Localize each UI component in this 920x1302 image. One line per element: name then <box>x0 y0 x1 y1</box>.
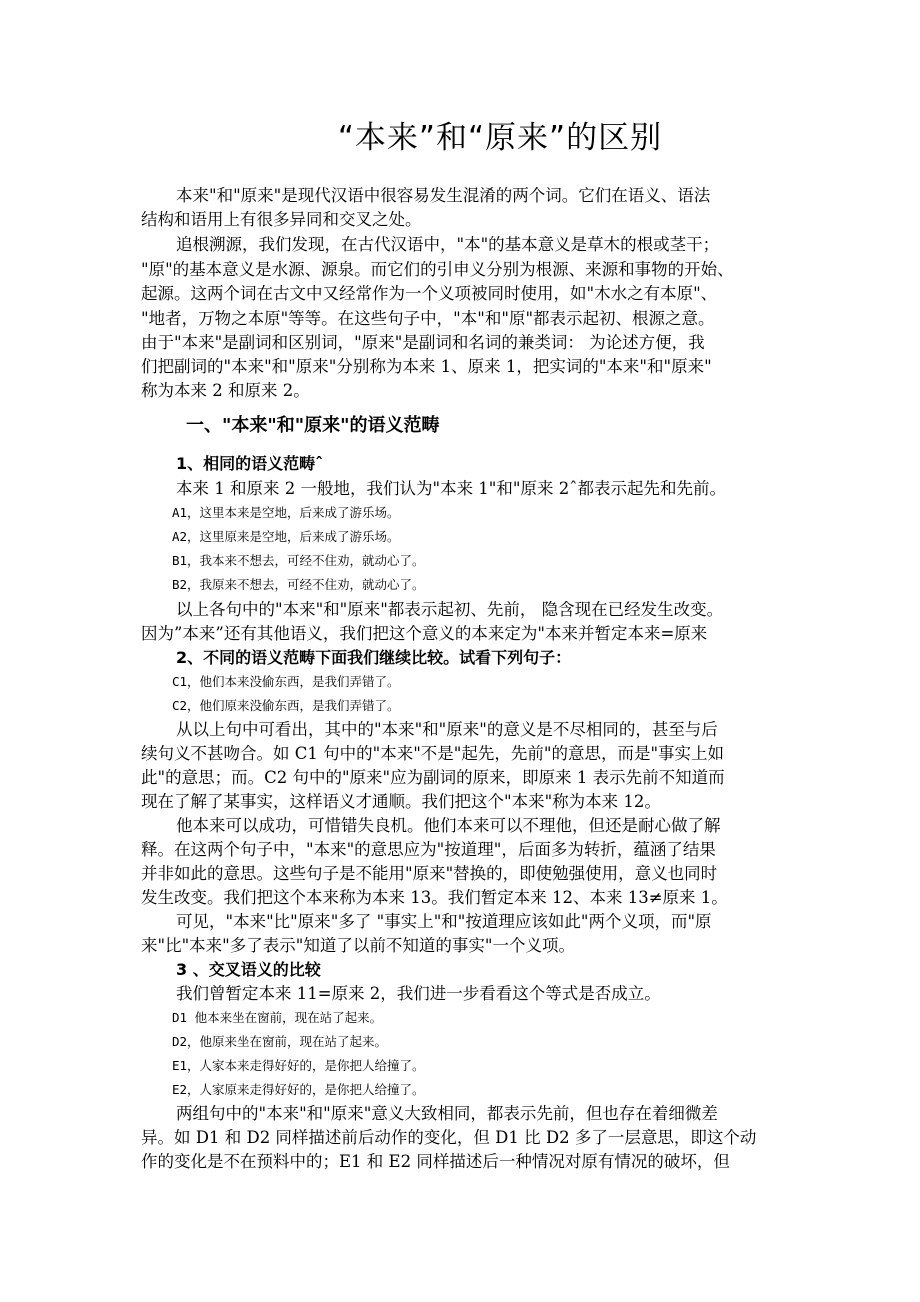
paragraph-line: 可见，"本来"比"原来"多了 "事实上"和"按道理应该如此"两个义项，而"原 <box>176 912 712 931</box>
subsection-heading: 1、相同的语义范畴ˆ <box>176 454 324 473</box>
intro-p2-line: "地者，万物之本原"等等。在这些句子中，"本"和"原"都表示起初、根源之意。 <box>141 309 715 328</box>
paragraph-line: 他本来可以成功，可惜错失良机。他们本来可以不理他，但还是耐心做了解 <box>176 816 721 835</box>
intro-p2-line: 由于"本来"是副词和区别词，"原来"是副词和名词的兼类词： 为论述方便，我 <box>141 333 705 352</box>
paragraph-line: 从以上句中可看出，其中的"本来"和"原来"的意义是不尽相同的，甚至与后 <box>176 720 718 739</box>
intro-p1-line: 结构和语用上有很多异同和交叉之处。 <box>141 210 422 229</box>
paragraph-line: 异。如 D1 和 D2 同样描述前后动作的变化，但 D1 比 D2 多了一层意思，即这个动 <box>141 1128 757 1147</box>
paragraph-line: 来"比"本来"多了表示"知道了以前不知道的事实"一个义项。 <box>141 936 575 955</box>
subsection-heading: 2、不同的语义范畴下面我们继续比较。试看下列句子： <box>176 648 572 667</box>
paragraph-line: 作的变化是不在预料中的；E1 和 E2 同样描述后一种情况对原有情况的破坏，但 <box>141 1152 730 1171</box>
example-sentence: E1，人家本来走得好好的，是你把人给撞了。 <box>172 1058 425 1073</box>
section-heading: 一、"本来"和"原来"的语义范畴 <box>186 415 440 436</box>
example-sentence: C1，他们本来没偷东西，是我们弄错了。 <box>172 674 400 689</box>
example-sentence: E2，人家原来走得好好的，是你把人给撞了。 <box>172 1082 425 1097</box>
paragraph-line: 现在了解了某事实，这样语义才通顺。我们把这个"本来"称为本来 12。 <box>141 792 661 811</box>
paragraph-line: 释。在这两个句子中，"本来"的意思应为"按道理"，后面多为转折，蕴涵了结果 <box>141 840 716 859</box>
example-sentence: A2，这里原来是空地，后来成了游乐场。 <box>172 529 400 544</box>
paragraph-line: 我们曾暂定本来 11=原来 2，我们进一步看看这个等式是否成立。 <box>176 984 661 1003</box>
subsection-heading: 3 、交叉语义的比较 <box>176 960 321 979</box>
paragraph-line: 以上各句中的"本来"和"原来"都表示起初、先前， 隐含现在已经发生改变。 <box>176 600 724 619</box>
example-sentence: B2，我原来不想去，可经不住劝，就动心了。 <box>172 577 425 592</box>
example-sentence: A1，这里本来是空地，后来成了游乐场。 <box>172 505 400 520</box>
example-sentence: C2，他们原来没偷东西，是我们弄错了。 <box>172 698 400 713</box>
intro-p2-line: 起源。这两个词在古文中又经常作为一个义项被同时使用，如"木水之有本原"、 <box>141 284 718 303</box>
paragraph-line: 续句义不甚吻合。如 C1 句中的"本来"不是"起先，先前"的意思，而是"事实上如 <box>141 744 725 763</box>
paragraph-line: 发生改变。我们把这个本来称为本来 13。我们暂定本来 12、本来 13≠原来 1。 <box>141 888 728 907</box>
intro-p2-line: 们把副词的"本来"和"原来"分别称为本来 1、原来 1，把实词的"本来"和"原来" <box>141 357 712 376</box>
intro-p2-line: "原"的基本意义是水源、源泉。而它们的引申义分别为根源、来源和事物的开始、 <box>141 260 734 279</box>
example-sentence: D1 他本来坐在窗前，现在站了起来。 <box>172 1010 383 1025</box>
paragraph-line: 此"的意思；而。C2 句中的"原来"应为副词的原来，即原来 1 表示先前不知道而 <box>141 768 725 787</box>
paragraph-line: 因为”本来”还有其他语义，我们把这个意义的本来定为"本来并暂定本来=原来 <box>141 624 708 643</box>
paragraph-line: 两组句中的"本来"和"原来"意义大致相同，都表示先前，但也存在着细微差 <box>176 1104 718 1123</box>
paragraph-line: 本来 1 和原来 2 一般地，我们认为"本来 1"和"原来 2ˆ都表示起先和先前。 <box>176 479 726 498</box>
paragraph-line: 并非如此的意思。这些句子是不能用"原来"替换的，即使勉强使用，意义也同时 <box>141 864 718 883</box>
document-title: “本来”和“原来”的区别 <box>337 120 663 156</box>
intro-p2-line: 称为本来 2 和原来 2。 <box>141 381 310 400</box>
example-sentence: B1，我本来不想去，可经不住劝，就动心了。 <box>172 553 425 568</box>
intro-p2-line: 追根溯源，我们发现，在古代汉语中，"本"的基本意义是草木的根或茎干； <box>176 235 720 254</box>
example-sentence: D2，他原来坐在窗前，现在站了起来。 <box>172 1034 388 1049</box>
intro-p1-line: 本来"和"原来"是现代汉语中很容易发生混淆的两个词。它们在语义、语法 <box>176 186 711 205</box>
